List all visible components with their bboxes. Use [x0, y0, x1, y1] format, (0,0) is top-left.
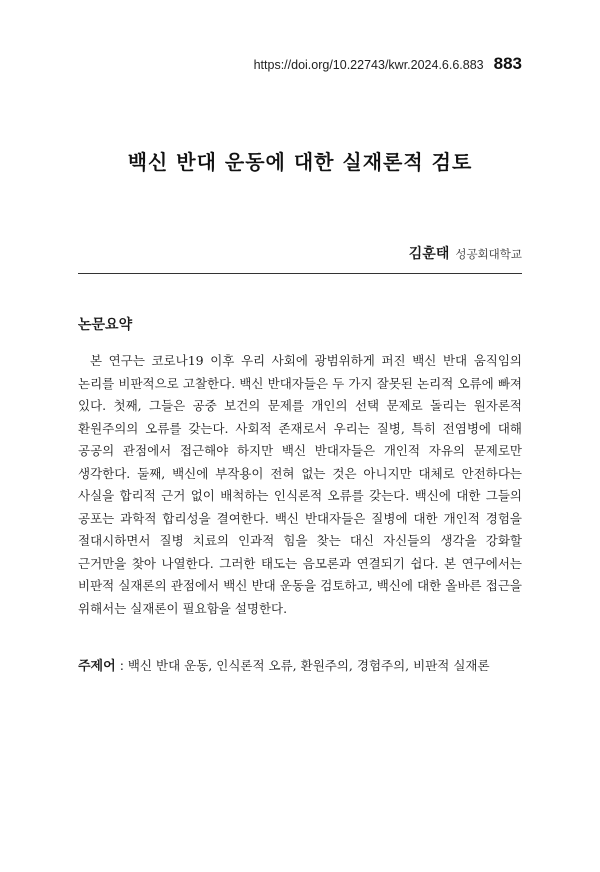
- keywords-separator: :: [119, 658, 124, 673]
- abstract-heading: 논문요약: [78, 317, 133, 333]
- keywords-line: [78, 656, 522, 677]
- author-line: [409, 243, 522, 263]
- author-name: 김훈태: [408, 246, 450, 262]
- author-affiliation: 성공회대학교: [455, 247, 522, 261]
- page-header: [254, 54, 522, 74]
- keywords-label: 주제어: [78, 659, 116, 674]
- paper-title: 백신 반대 운동에 대한 실재론적 검토: [127, 150, 473, 174]
- doi-link[interactable]: https://doi.org/10.22743/kwr.2024.6.6.883: [253, 58, 484, 72]
- page-number: 883: [493, 54, 522, 73]
- divider-rule: [78, 273, 522, 274]
- abstract-body: 본 연구는 코로나19 이후 우리 사회에 광범위하게 퍼진 백신 반대 움직임의 논리를 비판적으로 고찰한다. 백신 반대자들은 두 가지 잘못된 논리적 오류에 빠져 있다. 첫째, 그들은 공중 보건의 문제를 개인의 선택 문제로 돌리는 원자론적 환원주의의 오류를 갖는다. 사회적 존재로서 우리는 질병, 특히 전염병에 대해 공공의 관점에서 접근해야 하지만 백신 반대자들은 개인적 자유의 문제로만 생각한다. 둘째, 백신에 부작용이 전혀 없는 것은 아니지만 대체로 안전하다는 사실을 합리적 근거 없이 배척하는 인식론적 오류를 갖는다. 백신에 대한 그들의 공포는 과학적 합리성을 결여한다. 백신 반대자들은 질병에 대한 개인적 경험을 절대시하면서 질병 치료의 인과적 힘을 찾는 대신 자신들의 생각을 강화할 근거만을 찾아 나열한다. 그러한 태도는 음모론과 연결되기 쉽다. 본 연구에서는 비판적 실재론의 관점에서 백신 반대 운동을 검토하고, 백신에 대한 올바른 접근을 위해서는 실재론이 필요함을 설명한다.: [78, 353, 522, 616]
- keywords-text: 백신 반대 운동, 인식론적 오류, 환원주의, 경험주의, 비판적 실재론: [127, 658, 490, 673]
